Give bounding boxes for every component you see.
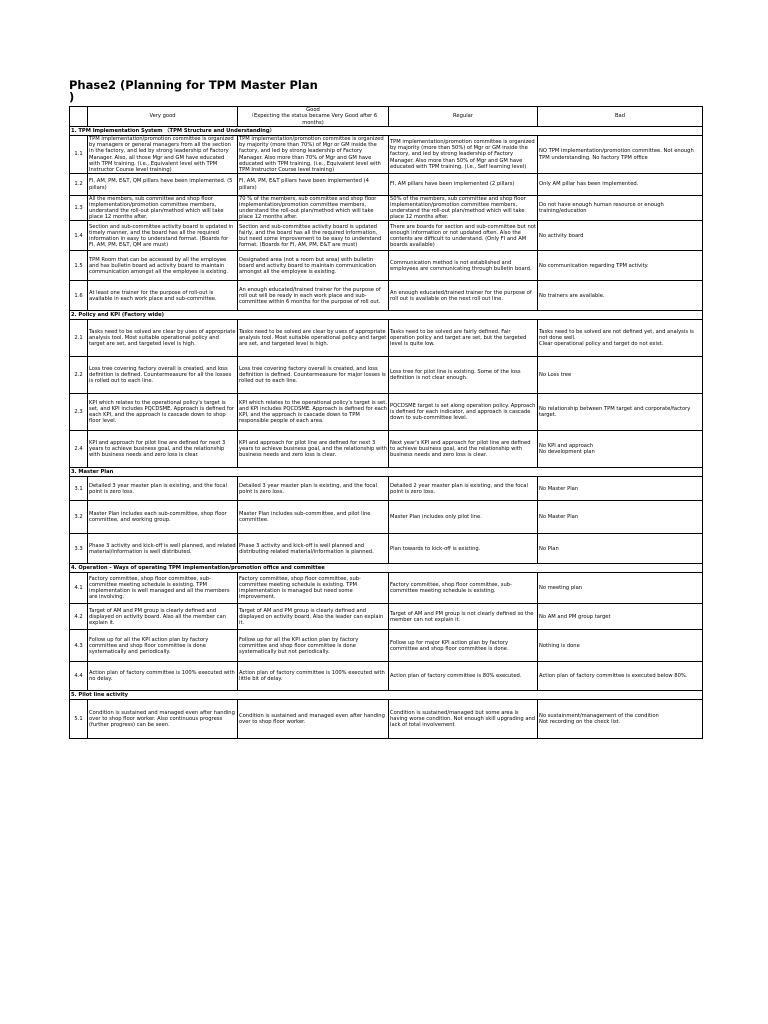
very-good-cell: KPI which relates to the operational policy's target is set, and KPI includes PQCDSME. Approach is defined for each KPI, and the approach is cascade down to shop floor level. bbox=[88, 394, 238, 431]
very-good-cell: All the members, sub committee and shop floor implementation/promotion committee members, understand the roll-out plan/method which will take place 12 months after. bbox=[88, 196, 238, 221]
very-good-cell: Phase 3 activity and kick-off is well planned, and related material/information is well distributed. bbox=[88, 534, 238, 564]
good-cell: An enough educated/trained trainer for the purpose of roll out will be ready in each work place and sub-committee within 6 months for the purpose of roll out. bbox=[238, 281, 389, 311]
section-title: 4. Operation - Ways of operating TPM implementation/promotion office and committee bbox=[70, 564, 703, 573]
table-row bbox=[70, 662, 703, 691]
very-good-cell: Factory committee, shop floor committee, sub-committee meeting schedule is existing. TPM implementation is well managed and all the members are involving. bbox=[88, 573, 238, 604]
good-cell: KPI and approach for pilot line are defined for next 3 years to achieve business goal, and the relationship with business needs and zero loss is clear. bbox=[238, 431, 389, 468]
item-number: 4.2 bbox=[70, 604, 88, 630]
item-number: 4.4 bbox=[70, 662, 88, 691]
header-good: Good （Expecting the status became Very Good after 6 months) bbox=[238, 107, 389, 127]
regular-cell: Master Plan includes only pilot line. bbox=[389, 501, 538, 534]
very-good-cell: TPM Room that can be accessed by all the employee and has bulletin board ad activity board to maintain communication amongst all the employee is existing. bbox=[88, 251, 238, 281]
table-row bbox=[70, 534, 703, 564]
regular-cell: Factory committee, shop floor committee, sub-committee meeting schedule is existing. bbox=[389, 573, 538, 604]
table-row bbox=[70, 604, 703, 630]
regular-cell: Action plan of factory committee is 80% executed. bbox=[389, 662, 538, 691]
section-title: 2. Policy and KPI (Factory wide) bbox=[70, 311, 703, 320]
good-cell: Tasks need to be solved are clear by uses of appropriate analysis tool. Most suitable operational policy and target are set, and targeted level is high. bbox=[238, 320, 389, 357]
item-number: 3.3 bbox=[70, 534, 88, 564]
item-number: 1.2 bbox=[70, 174, 88, 196]
very-good-cell: At least one trainer for the purpose of roll-out is available in each work place and sub-committee. bbox=[88, 281, 238, 311]
regular-cell: TPM implementation/promotion committee is organized by majority (more than 50%) of Mgr or GM inside the factory, and led by strong leadership of Factory Manager. Also more than 50% of Mgr and GM have educated with TPM training. (i.e., Self learning level) bbox=[389, 136, 538, 174]
very-good-cell: TPM implementation/promotion committee is organized by managers or general managers from all the section in the factory, and led by strong leadership of Factory Manager. Also, all those Mgr and GM have educated with TPM training. (i.e., Equivalent level with TPM Instructor Course level training) bbox=[88, 136, 238, 174]
item-number: 3.1 bbox=[70, 477, 88, 501]
item-number: 1.6 bbox=[70, 281, 88, 311]
bad-cell: No Plan bbox=[538, 534, 703, 564]
bad-cell: NO TPM implementation/promotion committee. Not enough TPM understanding. No factory TPM office bbox=[538, 136, 703, 174]
very-good-cell: Target of AM and PM group is clearly defined and displayed on activity board. Also all the member can explain it. bbox=[88, 604, 238, 630]
very-good-cell: KPI and approach for pilot line are defined for next 3 years to achieve business goal, and the relationship with business needs and zero loss is clear. bbox=[88, 431, 238, 468]
header-num bbox=[70, 107, 88, 127]
section-header-row bbox=[70, 311, 703, 320]
table-row bbox=[70, 357, 703, 394]
table-row bbox=[70, 174, 703, 196]
table-row bbox=[70, 431, 703, 468]
very-good-cell: Detailed 3 year master plan is existing, and the focal point is zero loss. bbox=[88, 477, 238, 501]
table-row bbox=[70, 700, 703, 739]
table-row bbox=[70, 221, 703, 251]
bad-cell: No KPI and approach No development plan bbox=[538, 431, 703, 468]
table-row bbox=[70, 477, 703, 501]
item-number: 1.1 bbox=[70, 136, 88, 174]
item-number: 2.2 bbox=[70, 357, 88, 394]
regular-cell: Plan towards to kick-off is existing. bbox=[389, 534, 538, 564]
regular-cell: PQCDSME target is set along operation policy. Approach is defined for each indicator, and approach is cascade down to sub-committee level. bbox=[389, 394, 538, 431]
section-title: 1. TPM Implementation System （TPM Structure and Understanding） bbox=[70, 127, 703, 136]
good-cell: Master Plan includes sub-committee, and pilot line committee. bbox=[238, 501, 389, 534]
section-header-row bbox=[70, 691, 703, 700]
item-number: 4.1 bbox=[70, 573, 88, 604]
item-number: 2.1 bbox=[70, 320, 88, 357]
good-cell: 70 % of the members, sub committee and shop floor implementation/promotion committee members, understand the roll-out plan/method which will take place 12 months after. bbox=[238, 196, 389, 221]
header-bad: Bad bbox=[538, 107, 703, 127]
good-cell: Loss tree covering factory overall is created, and loss definition is defined. Countermeasure for major losses is rolled out to each line. bbox=[238, 357, 389, 394]
header-regular: Regular bbox=[389, 107, 538, 127]
item-number: 1.3 bbox=[70, 196, 88, 221]
item-number: 2.4 bbox=[70, 431, 88, 468]
good-cell: Section and sub-committee activity board is updated fairly, and the board has all the required information, but need some improvement to be easy to understand format. (Boards for FI, AM, PM, E&T are must) bbox=[238, 221, 389, 251]
section-header-row bbox=[70, 127, 703, 136]
bad-cell: No Master Plan bbox=[538, 477, 703, 501]
bad-cell: No AM and PM group target bbox=[538, 604, 703, 630]
good-cell: TPM implementation/promotion committee is organized by majority (more than 70%) of Mgr or GM inside the factory, and led by strong leadership of Factory Manager. Also more than 70% of Mgr and GM have educated with TPM training. (i.e., Equivalent level with TPM Instructor Course level training) bbox=[238, 136, 389, 174]
good-cell: KPI which relates to the operational policy's target is set, and KPI includes PQCDSME. Approach is defined for each KPI, and the approach is cascade down to TPM responsible people of each area. bbox=[238, 394, 389, 431]
good-cell: Follow up for all the KPI action plan by factory committee and shop floor committee is done systematically but not periodically. bbox=[238, 630, 389, 662]
regular-cell: FI, AM pillars have been implemented (2 pillars) bbox=[389, 174, 538, 196]
bad-cell: No activity board bbox=[538, 221, 703, 251]
bad-cell: Only AM pillar has been implemented. bbox=[538, 174, 703, 196]
good-cell: Detailed 3 year master plan is existing, and the focal point is zero loss. bbox=[238, 477, 389, 501]
regular-cell: Next year's KPI and approach for pilot line are defined to achieve business goal, and the relationship with business needs and zero loss is clear. bbox=[389, 431, 538, 468]
regular-cell: Tasks need to be solved are fairly defined. Fair operation policy and target are set, but the targeted level is quite low. bbox=[389, 320, 538, 357]
very-good-cell: FI, AM, PM, E&T, QM pillars have been implemented. (5 pillars) bbox=[88, 174, 238, 196]
bad-cell: No relationship between TPM target and corporate/factory target. bbox=[538, 394, 703, 431]
section-header-row bbox=[70, 564, 703, 573]
regular-cell: 50% of the members, sub committee and shop floor implementation/promotion committee members, understand the roll-out plan/method which will take place 12 months after. bbox=[389, 196, 538, 221]
good-cell: Factory committee, shop floor committee, sub-committee meeting schedule is existing. TPM implementation is managed but need some improvement. bbox=[238, 573, 389, 604]
item-number: 1.5 bbox=[70, 251, 88, 281]
bad-cell: No Loss tree bbox=[538, 357, 703, 394]
regular-cell: Detailed 2 year master plan is existing, and the focal point is zero loss. bbox=[389, 477, 538, 501]
table-row bbox=[70, 630, 703, 662]
table-row bbox=[70, 573, 703, 604]
item-number: 1.4 bbox=[70, 221, 88, 251]
good-cell: Designated area (not a room but area) with bulletin board and activity board to maintain communication amongst all the employee is existing. bbox=[238, 251, 389, 281]
regular-cell: Follow up for major KPI action plan by factory committee and shop floor committee is done. bbox=[389, 630, 538, 662]
table-row bbox=[70, 251, 703, 281]
item-number: 4.3 bbox=[70, 630, 88, 662]
regular-cell: An enough educated/trained trainer for the purpose of roll out is available on the next roll out line. bbox=[389, 281, 538, 311]
header-very-good: Very good bbox=[88, 107, 238, 127]
table-row bbox=[70, 394, 703, 431]
master-plan-table bbox=[69, 106, 703, 739]
document-title: Phase2 (Planning for TPM Master Plan ) bbox=[69, 78, 318, 104]
regular-cell: Loss tree for pilot line is existing. Some of the loss definition is not clear enough. bbox=[389, 357, 538, 394]
regular-cell: Communication method is not established and employees are communicating through bulletin board. bbox=[389, 251, 538, 281]
good-cell: Action plan of factory committee is 100% executed with little bit of delay. bbox=[238, 662, 389, 691]
table-row bbox=[70, 196, 703, 221]
item-number: 3.2 bbox=[70, 501, 88, 534]
very-good-cell: Master Plan includes each sub-committee, shop floor committee, and working group. bbox=[88, 501, 238, 534]
bad-cell: Action plan of factory committee is executed below 80%. bbox=[538, 662, 703, 691]
bad-cell: Do not have enough human resource or enough training/education bbox=[538, 196, 703, 221]
very-good-cell: Tasks need to be solved are clear by uses of appropriate analysis tool. Most suitable operational policy and target are set, and targeted level is high. bbox=[88, 320, 238, 357]
header-row bbox=[70, 107, 703, 127]
item-number: 2.3 bbox=[70, 394, 88, 431]
very-good-cell: Loss tree covering factory overall is created, and loss definition is defined. Countermeasure for all the losses is rolled out to each line. bbox=[88, 357, 238, 394]
good-cell: Target of AM and PM group is clearly defined and displayed on activity board. Also the leader can explain it. bbox=[238, 604, 389, 630]
very-good-cell: Follow up for all the KPI action plan by factory committee and shop floor committee is done systematically and periodically. bbox=[88, 630, 238, 662]
item-number: 5.1 bbox=[70, 700, 88, 739]
bad-cell: No meeting plan bbox=[538, 573, 703, 604]
good-cell: Condition is sustained and managed even after handing over to shop floor worker. bbox=[238, 700, 389, 739]
regular-cell: Target of AM and PM group is not clearly defined so the member can not explain it. bbox=[389, 604, 538, 630]
section-header-row bbox=[70, 468, 703, 477]
regular-cell: There are boards for section and sub-committee but not enough information or not updated often. Also the contents are difficult to understand. (Only FI and AM boards available) bbox=[389, 221, 538, 251]
bad-cell: No trainers are available. bbox=[538, 281, 703, 311]
table-row bbox=[70, 281, 703, 311]
regular-cell: Condition is sustained/managed but some area is having worse condition. Not enough skill upgrading and lack of total involvement bbox=[389, 700, 538, 739]
bad-cell: No sustainment/management of the condition Not recording on the check list. bbox=[538, 700, 703, 739]
good-cell: FI, AM, PM, E&T pillars have been implemented (4 pillars) bbox=[238, 174, 389, 196]
bad-cell: Nothing is done bbox=[538, 630, 703, 662]
bad-cell: Tasks need to be solved are not defined yet, and analysis is not done well. Clear operational policy and target do not exist. bbox=[538, 320, 703, 357]
good-cell: Phase 3 activity and kick-off is well planned and distributing related material/information is planned. bbox=[238, 534, 389, 564]
table-row bbox=[70, 320, 703, 357]
very-good-cell: Action plan of factory committee is 100% executed with no delay. bbox=[88, 662, 238, 691]
section-title: 5. Pilot line activity bbox=[70, 691, 703, 700]
section-title: 3. Master Plan bbox=[70, 468, 703, 477]
bad-cell: No communication regarding TPM activity. bbox=[538, 251, 703, 281]
very-good-cell: Condition is sustained and managed even after handing over to shop floor worker. Also continuous progress (further progress) can be seen. bbox=[88, 700, 238, 739]
table-row bbox=[70, 501, 703, 534]
bad-cell: No Master Plan bbox=[538, 501, 703, 534]
table-row bbox=[70, 136, 703, 174]
very-good-cell: Section and sub-committee activity board is updated in timely manner, and the board has all the required information in easy to understand format. (Boards for FI, AM, PM, E&T, QM are must) bbox=[88, 221, 238, 251]
